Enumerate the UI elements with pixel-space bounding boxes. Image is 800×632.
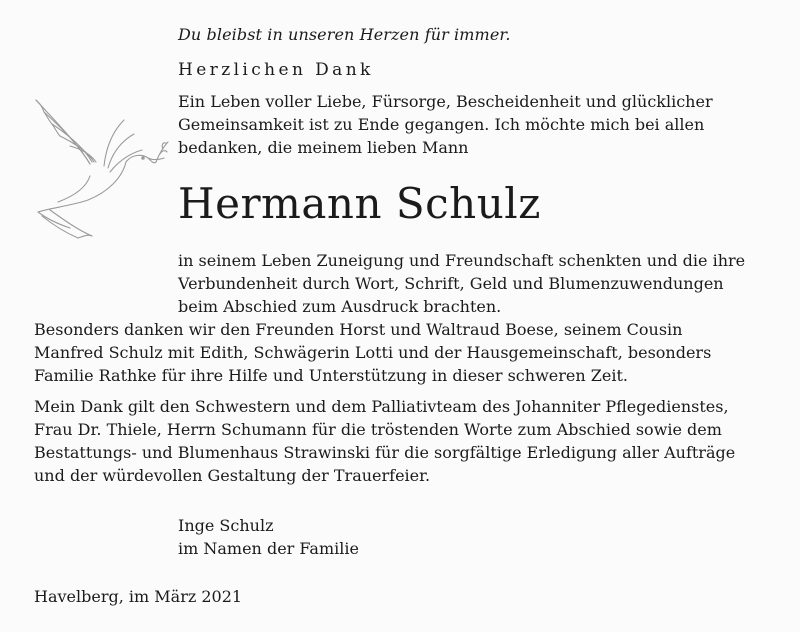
text-line: Frau Dr. Thiele, Herrn Schumann für die tröstenden Worte zum Abschied sowie dem	[34, 420, 722, 439]
text-line: Familie Rathke für ihre Hilfe und Unterstützung in dieser schweren Zeit.	[34, 366, 628, 385]
thanks-paragraph	[178, 249, 778, 318]
text-line: Besonders danken wir den Freunden Horst und Waltraud Boese, seinem Cousin	[34, 320, 683, 339]
signature-name: Inge Schulz	[178, 516, 274, 535]
deceased-name: Hermann Schulz	[178, 179, 541, 228]
text-line: beim Abschied zum Ausdruck brachten.	[178, 297, 502, 316]
text-line: in seinem Leben Zuneigung und Freundschaft schenkten und die ihre	[178, 251, 746, 270]
heading: Herzlichen Dank	[178, 60, 374, 80]
dove-icon	[30, 92, 170, 242]
text-line: und der würdevollen Gestaltung der Trauerfeier.	[34, 466, 431, 485]
text-line: bedanken, die meinem lieben Mann	[178, 138, 469, 157]
text-line: Verbundenheit durch Wort, Schrift, Geld und Blumenzuwendungen	[178, 274, 724, 293]
special-thanks-paragraph	[34, 318, 774, 387]
text-line: Bestattungs- und Blumenhaus Strawinski für die sorgfältige Erledigung aller Aufträge	[34, 443, 736, 462]
text-line: Ein Leben voller Liebe, Fürsorge, Bescheidenheit und glücklicher	[178, 92, 713, 111]
signature-block	[178, 514, 359, 560]
text-line: Manfred Schulz mit Edith, Schwägerin Lotti und der Hausgemeinschaft, besonders	[34, 343, 712, 362]
signature-subline: im Namen der Familie	[178, 539, 359, 558]
intro-paragraph	[178, 90, 778, 159]
text-line: Mein Dank gilt den Schwestern und dem Palliativteam des Johanniter Pflegedienstes,	[34, 397, 729, 416]
motto-line: Du bleibst in unseren Herzen für immer.	[178, 25, 511, 44]
place-date: Havelberg, im März 2021	[34, 587, 243, 606]
care-thanks-paragraph	[34, 395, 774, 487]
text-line: Gemeinsamkeit ist zu Ende gegangen. Ich möchte mich bei allen	[178, 115, 705, 134]
